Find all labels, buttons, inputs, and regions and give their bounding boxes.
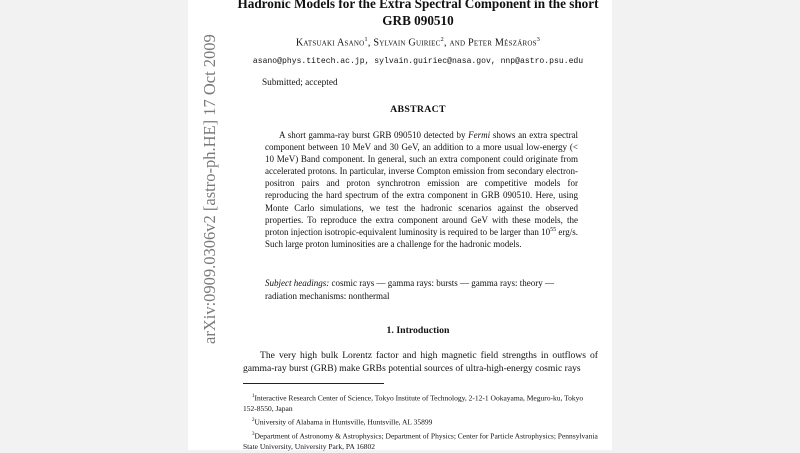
title-line-2: GRB 090510 <box>382 13 454 28</box>
introduction-text: The very high bulk Lorentz factor and high magnetic field strengths in outflows of gamma-ray burst (GRB) make GRBs potential sources of ultra-high-energy cosmic rays <box>243 350 598 374</box>
author-emails: asano@phys.titech.ac.jp, sylvain.guiriec@nasa.gov, nnp@astro.psu.edu <box>252 57 584 66</box>
abstract-part: A short gamma-ray burst GRB 090510 detected by <box>279 130 469 140</box>
abstract-part: erg/s. Such large proton luminosities are a challenge for the hadronic models. <box>265 226 578 249</box>
affiliation-mark: 1 <box>364 36 368 43</box>
arxiv-identifier[interactable]: arXiv:0909.0306v2 [astro-ph.HE] 17 Oct 2009 <box>200 34 219 344</box>
affiliation-mark: 3 <box>536 36 541 43</box>
paper-title <box>236 0 600 29</box>
author-separator: , and <box>443 37 468 49</box>
footnote-3 <box>243 430 598 453</box>
subject-headings <box>265 277 578 303</box>
footnote-text: University of Alabama in Huntsville, Huntsville, AL 35899 <box>254 417 433 427</box>
footnote-mark: 1 <box>252 394 255 399</box>
author-name: Peter Mészáros <box>467 37 537 49</box>
author-separator: , <box>367 37 374 49</box>
affiliation-mark: 2 <box>440 36 444 43</box>
author-name: Katsuaki Asano <box>295 37 365 49</box>
author-list <box>236 36 600 48</box>
author-name: Sylvain Guiriec <box>373 37 441 49</box>
abstract-text <box>265 129 578 250</box>
footnote-2 <box>243 416 598 428</box>
abstract-fermi: Fermi <box>468 130 491 140</box>
abstract-exponent: 55 <box>550 226 557 233</box>
subject-headings-text: cosmic rays — gamma rays: bursts — gamma rays: theory — radiation mechanisms: nonthermal <box>265 278 554 301</box>
section-heading-introduction: 1. Introduction <box>386 325 450 336</box>
footnote-text: Interactive Research Center of Science, Tokyo Institute of Technology, 2-12-1 Ookayama, Meguro-ku, Tokyo 152-8550, Japan <box>243 393 584 413</box>
footnote-divider <box>243 383 384 384</box>
footnote-mark: 2 <box>252 418 255 423</box>
abstract-heading: ABSTRACT <box>390 104 446 115</box>
footnote-mark: 3 <box>252 432 255 437</box>
subject-headings-label: Subject headings: <box>265 278 330 288</box>
title-line-1: Hadronic Models for the Extra Spectral Component in the short <box>237 0 599 11</box>
submission-status: Submitted; accepted <box>262 78 338 88</box>
abstract-part: shows an extra spectral component between 10 MeV and 30 GeV, an addition to a more usual low-energy (< 10 MeV) Band component. In general, such an extra component could originate from accelerated protons. In particular, inverse Compton emission from secondary electron-positron pairs and proton synchrotron emission are competitive models for reproducing the hard spectrum of the extra component in GRB 090510. Here, using Monte Carlo simulations, we test the hadronic scenarios against the observed properties. To reproduce the extra component around GeV with these models, the proton injection isotropic-equivalent luminosity is required to be larger than 10 <box>265 130 578 237</box>
footnote-text: Department of Astronomy & Astrophysics; Department of Physics; Center for Particle Astrophysics; Pennsylvania State University, University Park, PA 16802 <box>243 431 598 451</box>
footnote-1 <box>243 392 598 415</box>
